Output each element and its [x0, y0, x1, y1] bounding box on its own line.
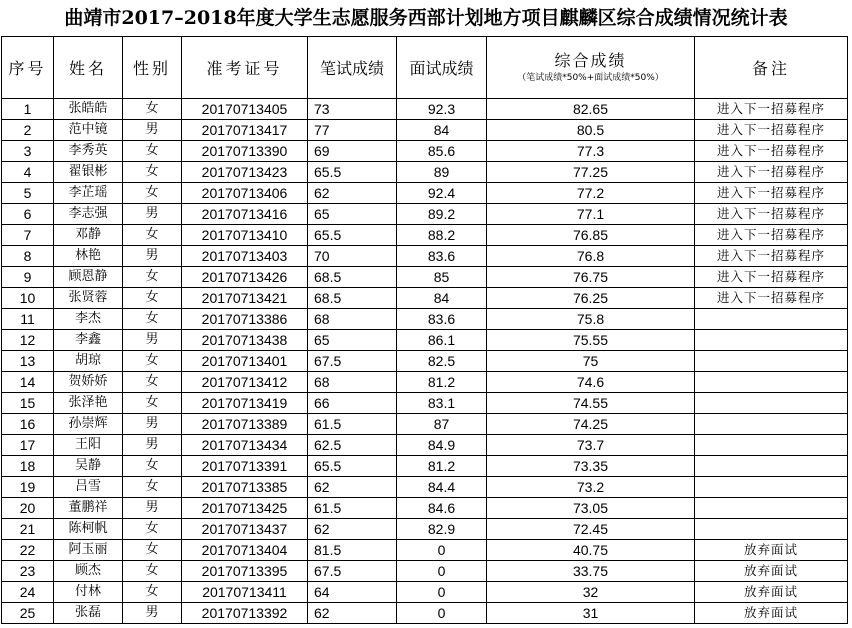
cell-seq: 3	[2, 141, 54, 162]
cell-remark	[695, 498, 848, 519]
cell-written: 64	[308, 582, 397, 603]
table-row	[2, 393, 848, 414]
cell-interview: 84.9	[397, 435, 487, 456]
cell-gender: 女	[123, 561, 182, 582]
cell-remark: 放弃面试	[695, 582, 848, 603]
table-row	[2, 540, 848, 561]
table-row	[2, 435, 848, 456]
cell-seq: 19	[2, 477, 54, 498]
cell-written: 62	[308, 603, 397, 624]
cell-name: 李鑫	[54, 330, 123, 351]
cell-written: 61.5	[308, 414, 397, 435]
table-row	[2, 120, 848, 141]
cell-seq: 16	[2, 414, 54, 435]
cell-remark	[695, 519, 848, 540]
cell-written: 62.5	[308, 435, 397, 456]
cell-gender: 男	[123, 603, 182, 624]
cell-name: 李杰	[54, 309, 123, 330]
cell-interview: 89.2	[397, 204, 487, 225]
cell-seq: 18	[2, 456, 54, 477]
cell-written: 65.5	[308, 225, 397, 246]
table-row	[2, 456, 848, 477]
cell-remark	[695, 309, 848, 330]
cell-written: 67.5	[308, 561, 397, 582]
cell-seq: 22	[2, 540, 54, 561]
cell-interview: 0	[397, 561, 487, 582]
cell-total: 31	[487, 603, 695, 624]
cell-gender: 女	[123, 372, 182, 393]
cell-name: 吕雪	[54, 477, 123, 498]
cell-exam-id: 20170713411	[182, 582, 308, 603]
cell-total: 75.8	[487, 309, 695, 330]
cell-remark: 进入下一招募程序	[695, 204, 848, 225]
cell-exam-id: 20170713425	[182, 498, 308, 519]
cell-name: 范中镜	[54, 120, 123, 141]
cell-remark	[695, 435, 848, 456]
table-row	[2, 183, 848, 204]
cell-interview: 82.5	[397, 351, 487, 372]
cell-total: 77.3	[487, 141, 695, 162]
table-row	[2, 162, 848, 183]
cell-name: 张贤蓉	[54, 288, 123, 309]
cell-total: 76.25	[487, 288, 695, 309]
cell-seq: 24	[2, 582, 54, 603]
cell-interview: 0	[397, 603, 487, 624]
cell-gender: 女	[123, 162, 182, 183]
cell-interview: 84	[397, 288, 487, 309]
cell-total: 73.2	[487, 477, 695, 498]
header-total-formula: （笔试成绩*50%+面试成绩*50%）	[517, 72, 664, 83]
cell-gender: 男	[123, 246, 182, 267]
cell-remark	[695, 393, 848, 414]
cell-seq: 9	[2, 267, 54, 288]
cell-gender: 女	[123, 393, 182, 414]
cell-gender: 女	[123, 456, 182, 477]
cell-name: 陈柯帆	[54, 519, 123, 540]
cell-written: 68	[308, 372, 397, 393]
cell-total: 33.75	[487, 561, 695, 582]
cell-name: 翟银彬	[54, 162, 123, 183]
table-row	[2, 582, 848, 603]
cell-name: 阿玉丽	[54, 540, 123, 561]
cell-name: 王阳	[54, 435, 123, 456]
cell-gender: 女	[123, 477, 182, 498]
cell-remark: 进入下一招募程序	[695, 141, 848, 162]
cell-total: 76.8	[487, 246, 695, 267]
cell-remark: 进入下一招募程序	[695, 225, 848, 246]
cell-exam-id: 20170713395	[182, 561, 308, 582]
cell-exam-id: 20170713391	[182, 456, 308, 477]
cell-total: 77.1	[487, 204, 695, 225]
cell-total: 76.85	[487, 225, 695, 246]
table-row	[2, 204, 848, 225]
cell-gender: 女	[123, 582, 182, 603]
cell-written: 68.5	[308, 267, 397, 288]
cell-remark	[695, 372, 848, 393]
cell-exam-id: 20170713419	[182, 393, 308, 414]
header-gender: 性别	[123, 37, 182, 99]
cell-name: 胡琼	[54, 351, 123, 372]
cell-interview: 84.6	[397, 498, 487, 519]
cell-interview: 88.2	[397, 225, 487, 246]
cell-seq: 14	[2, 372, 54, 393]
cell-interview: 83.1	[397, 393, 487, 414]
cell-written: 62	[308, 477, 397, 498]
table-row	[2, 99, 848, 120]
cell-total: 82.65	[487, 99, 695, 120]
header-total-label: 综合成绩	[554, 50, 627, 70]
cell-total: 77.25	[487, 162, 695, 183]
cell-remark: 放弃面试	[695, 603, 848, 624]
cell-remark: 进入下一招募程序	[695, 120, 848, 141]
cell-interview: 81.2	[397, 456, 487, 477]
cell-name: 李芷瑶	[54, 183, 123, 204]
cell-total: 74.55	[487, 393, 695, 414]
cell-exam-id: 20170713412	[182, 372, 308, 393]
cell-seq: 4	[2, 162, 54, 183]
cell-remark: 进入下一招募程序	[695, 99, 848, 120]
cell-name: 李志强	[54, 204, 123, 225]
cell-interview: 83.6	[397, 309, 487, 330]
page-title: 曲靖市2017–2018年度大学生志愿服务西部计划地方项目麒麟区综合成绩情况统计表	[64, 7, 788, 29]
cell-interview: 82.9	[397, 519, 487, 540]
cell-name: 董鹏祥	[54, 498, 123, 519]
cell-written: 65	[308, 204, 397, 225]
cell-interview: 84.4	[397, 477, 487, 498]
table-row	[2, 309, 848, 330]
table-row	[2, 498, 848, 519]
cell-gender: 女	[123, 141, 182, 162]
cell-exam-id: 20170713421	[182, 288, 308, 309]
cell-name: 张磊	[54, 603, 123, 624]
cell-exam-id: 20170713410	[182, 225, 308, 246]
score-table	[1, 36, 848, 624]
cell-total: 73.7	[487, 435, 695, 456]
cell-remark: 进入下一招募程序	[695, 183, 848, 204]
cell-total: 75.55	[487, 330, 695, 351]
cell-remark: 进入下一招募程序	[695, 288, 848, 309]
cell-seq: 25	[2, 603, 54, 624]
cell-exam-id: 20170713423	[182, 162, 308, 183]
cell-name: 张皓皓	[54, 99, 123, 120]
cell-written: 62	[308, 519, 397, 540]
cell-gender: 男	[123, 435, 182, 456]
cell-written: 70	[308, 246, 397, 267]
cell-gender: 女	[123, 351, 182, 372]
cell-total: 72.45	[487, 519, 695, 540]
cell-exam-id: 20170713406	[182, 183, 308, 204]
table-row	[2, 225, 848, 246]
cell-written: 62	[308, 183, 397, 204]
cell-total: 73.05	[487, 498, 695, 519]
cell-interview: 92.3	[397, 99, 487, 120]
cell-interview: 86.1	[397, 330, 487, 351]
cell-remark	[695, 351, 848, 372]
table-row	[2, 603, 848, 624]
cell-remark	[695, 456, 848, 477]
cell-name: 付林	[54, 582, 123, 603]
cell-exam-id: 20170713392	[182, 603, 308, 624]
cell-name: 吴静	[54, 456, 123, 477]
cell-remark: 进入下一招募程序	[695, 246, 848, 267]
cell-seq: 5	[2, 183, 54, 204]
header-exam-id: 准考证号	[182, 37, 308, 99]
table-row	[2, 141, 848, 162]
cell-exam-id: 20170713416	[182, 204, 308, 225]
cell-remark: 进入下一招募程序	[695, 162, 848, 183]
header-seq: 序号	[2, 37, 54, 99]
cell-exam-id: 20170713438	[182, 330, 308, 351]
cell-total: 75	[487, 351, 695, 372]
cell-written: 61.5	[308, 498, 397, 519]
cell-seq: 17	[2, 435, 54, 456]
cell-interview: 92.4	[397, 183, 487, 204]
cell-interview: 0	[397, 582, 487, 603]
cell-remark: 放弃面试	[695, 540, 848, 561]
cell-exam-id: 20170713437	[182, 519, 308, 540]
cell-gender: 女	[123, 540, 182, 561]
cell-interview: 0	[397, 540, 487, 561]
cell-written: 66	[308, 393, 397, 414]
cell-gender: 男	[123, 330, 182, 351]
cell-written: 73	[308, 99, 397, 120]
cell-seq: 6	[2, 204, 54, 225]
table-row	[2, 519, 848, 540]
cell-remark: 进入下一招募程序	[695, 267, 848, 288]
cell-name: 顾恩静	[54, 267, 123, 288]
cell-total: 74.6	[487, 372, 695, 393]
cell-interview: 87	[397, 414, 487, 435]
cell-gender: 男	[123, 414, 182, 435]
cell-gender: 男	[123, 120, 182, 141]
cell-name: 林艳	[54, 246, 123, 267]
cell-seq: 11	[2, 309, 54, 330]
table-row	[2, 414, 848, 435]
cell-seq: 1	[2, 99, 54, 120]
cell-written: 68	[308, 309, 397, 330]
cell-interview: 83.6	[397, 246, 487, 267]
cell-interview: 84	[397, 120, 487, 141]
cell-exam-id: 20170713404	[182, 540, 308, 561]
cell-gender: 男	[123, 204, 182, 225]
cell-interview: 85	[397, 267, 487, 288]
cell-written: 81.5	[308, 540, 397, 561]
cell-total: 76.75	[487, 267, 695, 288]
cell-remark	[695, 414, 848, 435]
cell-name: 贺娇娇	[54, 372, 123, 393]
cell-seq: 7	[2, 225, 54, 246]
cell-seq: 8	[2, 246, 54, 267]
table-row	[2, 477, 848, 498]
cell-written: 69	[308, 141, 397, 162]
cell-seq: 13	[2, 351, 54, 372]
cell-interview: 85.6	[397, 141, 487, 162]
header-name: 姓名	[54, 37, 123, 99]
cell-seq: 10	[2, 288, 54, 309]
table-row	[2, 288, 848, 309]
table-row	[2, 351, 848, 372]
cell-remark	[695, 477, 848, 498]
cell-written: 67.5	[308, 351, 397, 372]
cell-gender: 女	[123, 309, 182, 330]
cell-total: 77.2	[487, 183, 695, 204]
cell-written: 65	[308, 330, 397, 351]
cell-written: 65.5	[308, 162, 397, 183]
cell-seq: 21	[2, 519, 54, 540]
header-interview: 面试成绩	[397, 37, 487, 99]
cell-gender: 女	[123, 99, 182, 120]
table-row	[2, 246, 848, 267]
cell-remark: 放弃面试	[695, 561, 848, 582]
cell-exam-id: 20170713386	[182, 309, 308, 330]
cell-total: 80.5	[487, 120, 695, 141]
header-row	[2, 37, 848, 99]
cell-exam-id: 20170713426	[182, 267, 308, 288]
header-remark: 备注	[695, 37, 848, 99]
cell-seq: 2	[2, 120, 54, 141]
cell-total: 74.25	[487, 414, 695, 435]
cell-total: 73.35	[487, 456, 695, 477]
cell-gender: 女	[123, 225, 182, 246]
table-row	[2, 561, 848, 582]
cell-exam-id: 20170713405	[182, 99, 308, 120]
cell-remark	[695, 330, 848, 351]
cell-exam-id: 20170713385	[182, 477, 308, 498]
cell-gender: 女	[123, 267, 182, 288]
cell-name: 孙崇辉	[54, 414, 123, 435]
header-written: 笔试成绩	[308, 37, 397, 99]
cell-exam-id: 20170713403	[182, 246, 308, 267]
cell-name: 顾杰	[54, 561, 123, 582]
cell-gender: 女	[123, 288, 182, 309]
cell-gender: 女	[123, 183, 182, 204]
table-row	[2, 372, 848, 393]
cell-seq: 15	[2, 393, 54, 414]
cell-seq: 20	[2, 498, 54, 519]
cell-written: 68.5	[308, 288, 397, 309]
cell-interview: 81.2	[397, 372, 487, 393]
cell-exam-id: 20170713417	[182, 120, 308, 141]
cell-name: 邓静	[54, 225, 123, 246]
cell-exam-id: 20170713434	[182, 435, 308, 456]
cell-gender: 男	[123, 498, 182, 519]
cell-seq: 23	[2, 561, 54, 582]
cell-name: 李秀英	[54, 141, 123, 162]
cell-interview: 89	[397, 162, 487, 183]
cell-exam-id: 20170713390	[182, 141, 308, 162]
cell-total: 40.75	[487, 540, 695, 561]
header-total	[487, 37, 695, 99]
cell-written: 77	[308, 120, 397, 141]
table-row	[2, 267, 848, 288]
cell-exam-id: 20170713389	[182, 414, 308, 435]
cell-written: 65.5	[308, 456, 397, 477]
cell-total: 32	[487, 582, 695, 603]
cell-exam-id: 20170713401	[182, 351, 308, 372]
cell-name: 张泽艳	[54, 393, 123, 414]
cell-seq: 12	[2, 330, 54, 351]
table-row	[2, 330, 848, 351]
cell-gender: 女	[123, 519, 182, 540]
